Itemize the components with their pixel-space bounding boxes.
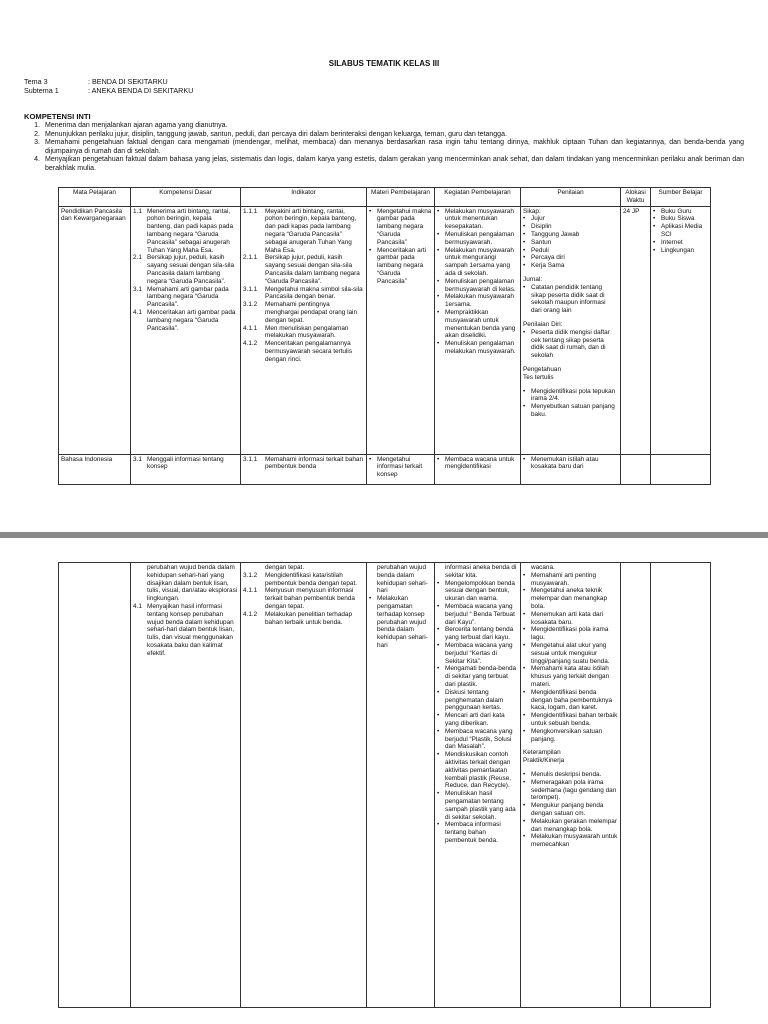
subtema-label: Subtema 1 xyxy=(24,86,59,95)
cell-alokasi xyxy=(621,563,651,1008)
cell-mapel: Pendidikan Pancasila dan Kewarganegaraan xyxy=(59,206,131,454)
ki-item: 1. Menerima dan menjalankan ajaran agama yang dianutnya. xyxy=(34,122,228,129)
ki-item: 2. Menunjukkan perilaku jujur, disiplin, tanggung jawab, santun, peduli, dan percaya diri dalam berinteraksi dengan keluarga, teman, guru dan tetangga. xyxy=(34,130,507,138)
silabus-table-continued xyxy=(58,562,711,1008)
cell-kegiatan: • Membaca wacana untuk mengidentifikasi xyxy=(435,454,521,484)
header-kd: Kompetensi Dasar xyxy=(131,188,241,207)
cell-penilaian: wacana. • Memahami arti penting musyawarah. • Mengetahui aneka teknik melempar dan menangkap bola. • Menemukan arti kata dari kosakata baru. • Mengidentifikasi pola irama lagu. • Mengetahui alat ukur yang sesuai untuk mengukur tinggi/panjang suatu benda. • Memahami kata atau istilah khusus yang terkait dengan materi. • Mengidentifikasi benda dengan baha pembentuknya kaca, logam, dan karet. • Mengidentifikasi bahan terbaik untuk sebuah benda. • Mengkonversikan satuan panjang. Keterampilan Praktik/Kinerja • Menulis deskripsi benda. • Memeragakan pola irama sederhana (lagu gendang dan terompet). • Mengukur panjang benda dengan satuan cm. • Melakukan gerakan melempar dan menangkap bola. • Melakukan musyawarah untuk memecahkan xyxy=(521,563,621,1008)
document-page-2 xyxy=(0,538,768,1024)
cell-kegiatan: • Melakukan musyawarah untuk menentukan kesepakatan. • Menuliskan pengalaman bermusyawarah. • Melakukan musyawarah untuk mengurangi sampah 1ersama yang ada di sekolah. • Menuliskan pengalaman bermusyawarah di kelas. • Melakukan musyawarah 1ersama. • Mempraktikkan musyawarah untuk menentukan benda yang akan diselidiki. • Menuliskan pengalaman melakukan musyawarah. xyxy=(435,206,521,454)
ki-heading: KOMPETENSI INTI xyxy=(24,112,91,121)
cell-mapel: Bahasa Indonesia xyxy=(59,454,131,484)
tema-value: : BENDA DI SEKITARKU xyxy=(88,77,168,86)
cell-kegiatan: informasi aneka benda di sekitar kita. • Mengelompokkan benda sesuai dengan bentuk, ukuran dan warna. • Membaca wacana yang berjudul “ Benda Terbuat dari Kayu”. • Bercerita tentang benda yang terbuat dari kayu. • Membaca wacana yang berjudul “Kertas di Sekitar Kita”. • Mengamati benda-benda di sekitar yang terbuat dari plastik. • Diskusi tentang penghematan dalam penggunaan kertas. • Mencari arti dari kata yang diberikan. • Membaca wacana yang berjudul “Plastik, Solusi dan Masalah”. • Mendiskusikan contoh aktivitas terkait dengan aktivitas pemanfaatan kembali plastik (Reuse, Reduce, dan Recycle). • Menuliskan hasil pengamatan tentang sampah plastik yang ada di sekitar sekolah. • Membaca informasi tentang bahan pembentuk benda. xyxy=(435,563,521,1008)
table-header-row xyxy=(59,188,711,207)
ki-item: 3. Memahami pengetahuan faktual dengan cara mengamati (mendengar, melihat, membaca) dan menanya berdasarkan rasa ingin tahu tentang dirinya, makhluk ciptaan Tuhan dan kegiatannya, dan benda-benda yang dijumpainya di rumah dan di sekolah. xyxy=(34,139,744,155)
header-kegiatan: Kegiatan Pembelajaran xyxy=(435,188,521,207)
table-row xyxy=(59,454,711,484)
tema-line xyxy=(24,77,168,86)
cell-alokasi xyxy=(621,454,651,484)
cell-materi: • Mengetahui informasi terkait konsep xyxy=(367,454,435,484)
header-mapel: Mata Pelajaran xyxy=(59,188,131,207)
cell-materi: perubahan wujud benda dalam kehidupan sehari-hari • Melakukan pengamatan terhadap konsep perubahan wujud benda dalam kehidupan sehari-hari xyxy=(367,563,435,1008)
table-row xyxy=(59,563,711,1008)
ki-list xyxy=(24,122,744,174)
subtema-line xyxy=(24,86,193,95)
subtema-value: : ANEKA BENDA DI SEKITARKU xyxy=(88,86,194,95)
cell-sumber xyxy=(651,454,711,484)
cell-kd: 1.1 Menerima arti bintang, rantai, pohon beringin, kepala banteng, dan padi kapas pada lambang negara “Garuda Pancasila” sebagai anugerah Tuhan Yang Maha Esa. 2.1 Bersikap jujur, peduli, kasih sayang sesuai dengan sila-sila Pancasila dalam lambang negara “Garuda Pancasila”. 3.1 Memahami arti gambar pada lambang negara “Garuda Pancasila”. 4.1 Menceritakan arti gambar pada lambang negara “Garuda Pancasila”. xyxy=(131,206,241,454)
cell-kd: perubahan wujud benda dalam kehidupan sehari-hari yang disajikan dalam bentuk lisan, tulis, visual, dan/atau eksplorasi lingkungan. 4.1 Menyajikan hasil informasi tentang konsep perubahan wujud benda dalam kehidupan sehari-hari dalam bentuk lisan, tulis, dan visual menggunakan kosakata baku dan kalimat efektif. xyxy=(131,563,241,1008)
tema-label: Tema 3 xyxy=(24,77,48,86)
cell-mapel xyxy=(59,563,131,1008)
cell-alokasi: 24 JP xyxy=(621,206,651,454)
cell-kd: 3.1 Menggali informasi tentang konsep xyxy=(131,454,241,484)
page-title: SILABUS TEMATIK KELAS III xyxy=(328,59,440,68)
header-penilaian: Penilaian xyxy=(521,188,621,207)
header-alokasi: Alokasi Waktu xyxy=(621,188,651,207)
cell-sumber: • Buku Guru • Buku Siswa • Aplikasi Media SCI • Internet • Lingkungan xyxy=(651,206,711,454)
cell-indikator: 1.1.1 Meyakini arti bintang, rantai, pohon beringin, kepala banteng, dan padi kapas pada lambang negara “Garuda Pancasila” sebagai anugerah Tuhan Yang Maha Esa. 2.1.1 Bersikap jujur, peduli, kasih sayang sesuai dengan sila-sila Pancasila dalam lambang negara “Garuda Pancasila”. 3.1.1 Mengetahui makna simbol sila-sila Pancasila dengan benar. 3.1.2 Memahami pentingnya menghargai pendapat orang lain dengan tepat. 4.1.1 Men menuliskan pengalaman melakukan musyawarah. 4.1.2 Menceritakan pengalamannya bermusyawarah secara tertulis dengan rinci. xyxy=(241,206,367,454)
cell-indikator: 3.1.1 Memahami informasi terkait bahan pembentuk benda xyxy=(241,454,367,484)
header-materi: Materi Pembelajaran xyxy=(367,188,435,207)
ki-item: 4. Menyajikan pengetahuan faktual dalam bahasa yang jelas, sistematis dan logis, dalam karya yang estetis, dalam gerakan yang mencerminkan anak sehat, dan dalam tindakan yang mencerminkan perilaku anak beriman dan berakhlak mulia. xyxy=(34,156,744,172)
cell-sumber xyxy=(651,563,711,1008)
cell-materi: • Mengetahui makna gambar pada lambang negara “Garuda Pancasila” • Menceritakan arti gambar pada lambang negara “Garuda Pancasila” xyxy=(367,206,435,454)
cell-indikator: dengan tepat. 3.1.2 Mengidentifikasi kata/istilah pembentuk benda dengan tepat. 4.1.1 Menyusun menyusun informasi terkait bahan pembentuk benda dengan tepat. 4.1.2 Melakukan penelitian terhadap bahan terbaik untuk benda. xyxy=(241,563,367,1008)
table-row xyxy=(59,206,711,454)
header-indikator: Indikator xyxy=(241,188,367,207)
silabus-table xyxy=(58,187,711,485)
header-sumber: Sumber Belajar xyxy=(651,188,711,207)
cell-penilaian: • Menemukan istilah atau kosakata baru dari xyxy=(521,454,621,484)
cell-penilaian: Sikap: • Jujur • Disiplin • Tanggung Jawab • Santun • Peduli • Percaya diri • Kerja Sama Jurnal: • Catatan pendidik tentang sikap peserta didik saat di sekolah maupun informasi dari orang lain Penilaian Diri: • Peserta didik mengisi daftar cek tentang sikap peserta didik saat di rumah, dan di sekolah Pengetahuan Tes tertulis • Mengidentifikasi pola tepukan irama 2/4. • Menyebutkan satuan panjang baku. xyxy=(521,206,621,454)
